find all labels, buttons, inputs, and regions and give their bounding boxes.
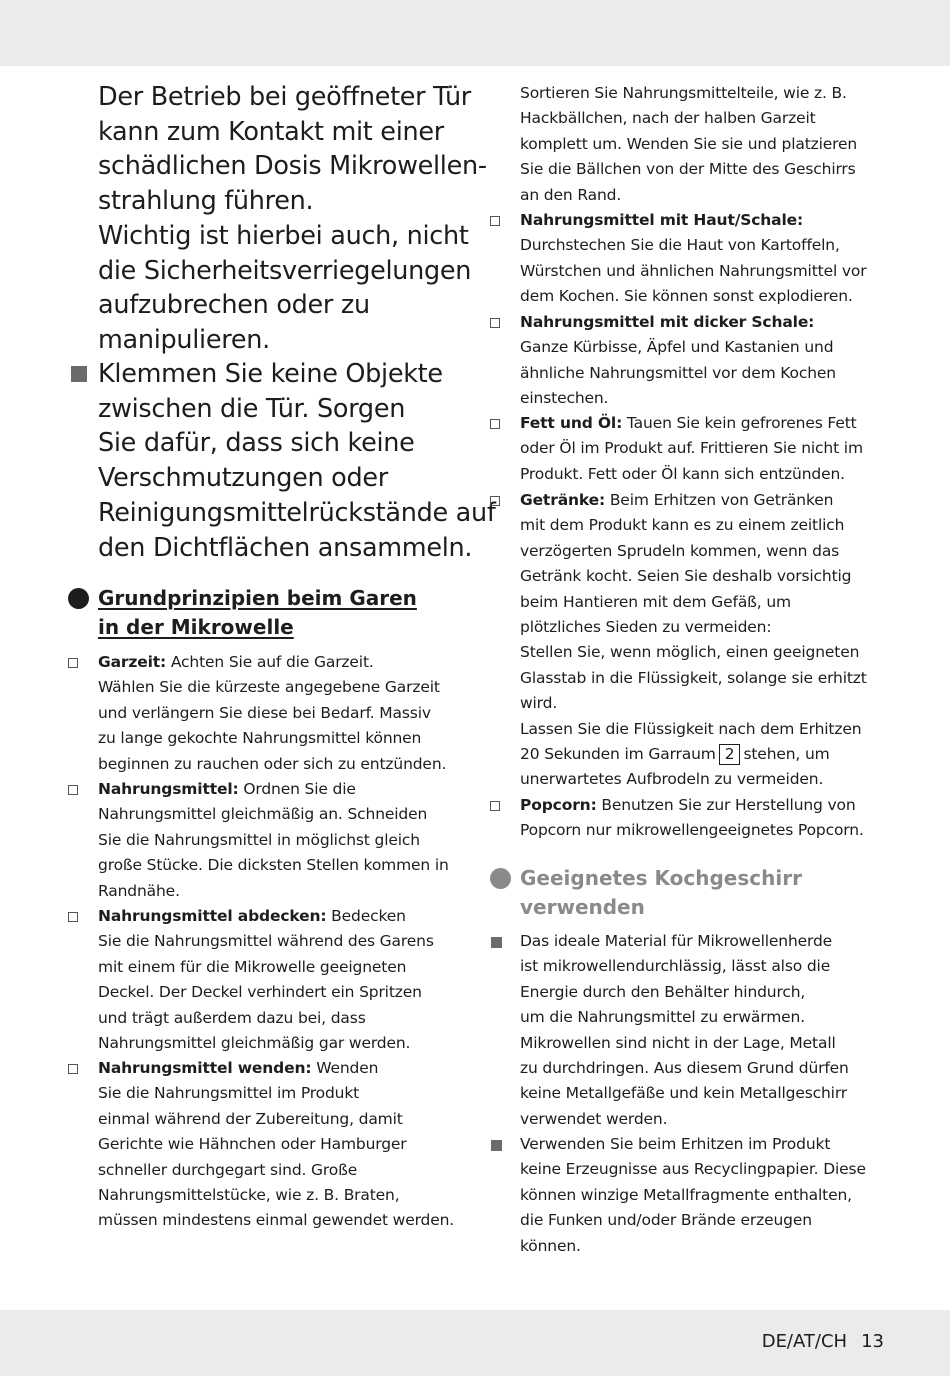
text-line: Lassen Sie die Flüssigkeit nach dem Erhitzen [520,719,862,738]
text-line: kann zum Kontakt mit einer [98,116,444,147]
item-title: Popcorn: [520,796,597,814]
section-heading [520,864,802,922]
text-line: und trägt außerdem dazu bei, dass [98,1008,366,1027]
square-bullet-icon [71,366,87,382]
text-line: Tauen Sie kein gefrorenes Fett [622,414,857,432]
text-line: Sie die Bällchen von der Mitte des Geschirrs [520,160,856,179]
text-line: zu durchdringen. Aus diesem Grund dürfen [520,1059,849,1078]
item-title: Nahrungsmittel mit dicker Schale: [520,313,815,331]
text-line: komplett um. Wenden Sie sie und platzieren [520,134,858,153]
list-item [520,208,892,310]
checkbox-icon [490,801,500,811]
list-item [98,650,470,777]
text-line: oder Öl im Produkt auf. Frittieren Sie nicht im [520,439,863,458]
text-line: müssen mindestens einmal gewendet werden. [98,1211,455,1230]
text-line: Reinigungsmittelrückstände auf [98,497,496,528]
text-line: mit einem für die Mikrowelle geeigneten [98,957,407,976]
text-line: ähnliche Nahrungsmittel vor dem Kochen [520,363,836,382]
text-line: dem Kochen. Sie können sonst explodieren. [520,287,853,306]
text-line: Wählen Sie die kürzeste angegebene Garzeit [98,678,440,697]
list-item [520,929,892,1132]
heading-line: in der Mikrowelle [98,615,294,639]
item-title: Garzeit: [98,653,167,671]
checkbox-icon [490,216,500,226]
text-line: zu lange gekochte Nahrungsmittel können [98,729,422,748]
text-line: die Sicherheitsverriegelungen [98,255,472,286]
text-line: die Funken und/oder Brände erzeugen [520,1211,812,1230]
text-line: Sortieren Sie Nahrungsmittelteile, wie z. B. [520,84,847,102]
list-item [98,777,470,904]
text-line: Das ideale Material für Mikrowellenherde [520,932,833,950]
door-warning-text [98,357,496,565]
text-line: Sie die Nahrungsmittel in möglichst gleich [98,830,420,849]
text-line: verzögerten Sprudeln kommen, wenn das [520,541,840,560]
text-line: können. [520,1236,581,1255]
checkbox-icon [490,496,500,506]
checkbox-icon [490,419,500,429]
text-line: Randnähe. [98,881,180,900]
page-number: 13 [861,1331,884,1352]
text-line: Verwenden Sie beim Erhitzen im Produkt [520,1135,831,1153]
text-line: mit dem Produkt kann es zu einem zeitlich [520,516,845,535]
text-line: Getränk kocht. Seien Sie deshalb vorsichtig [520,567,852,586]
text-line: plötzliches Sieden zu vermeiden: [520,618,772,637]
text-line: Klemmen Sie keine Objekte [98,359,443,389]
text-line: schädlichen Dosis Mikrowellen- [98,151,487,182]
checkbox-icon [68,912,78,922]
text-line: Ganze Kürbisse, Äpfel und Kastanien und [520,338,834,357]
text-line: Achten Sie auf die Garzeit. [166,653,374,671]
text-line: Verschmutzungen oder [98,463,388,494]
text-line: Wichtig ist hierbei auch, nicht [98,220,469,251]
callout-number: 2 [719,744,741,765]
continued-text [520,81,892,208]
region-label: DE/AT/CH [761,1331,848,1352]
list-item [520,411,892,487]
text-line: Beim Erhitzen von Getränken [605,491,834,509]
text-line: einstechen. [520,389,609,408]
text-line: keine Metallgefäße und kein Metallgeschirr [520,1084,848,1103]
text-line: Deckel. Der Deckel verhindert ein Spritzen [98,983,422,1002]
text-line: Ordnen Sie die [238,780,356,798]
section-heading [98,584,417,642]
checkbox-icon [68,1064,78,1074]
text-line: Hackbällchen, nach der halben Garzeit [520,109,816,128]
text-line: um die Nahrungsmittel zu erwärmen. [520,1008,805,1027]
text-line: Der Betrieb bei geöffneter Tür [98,82,471,112]
text-line [520,742,892,767]
text-line: können winzige Metallfragmente enthalten, [520,1185,852,1204]
text-line: Sie dafür, dass sich keine [98,428,415,459]
text-line: verwendet werden. [520,1109,668,1128]
text-line: Nahrungsmittelstücke, wie z. B. Braten, [98,1186,400,1205]
text-line: Glasstab in die Flüssigkeit, solange sie erhitzt [520,668,867,687]
text-line: Nahrungsmittel gleichmäßig gar werden. [98,1034,411,1053]
text-line: keine Erzeugnisse aus Recyclingpapier. Diese [520,1160,866,1179]
section-circle-icon [490,868,511,889]
heading-line: Grundprinzipien beim Garen [98,586,417,610]
text-line: wird. [520,694,558,713]
item-title: Getränke: [520,491,606,509]
list-item [98,904,470,1056]
text-line: aufzubrechen oder zu [98,290,370,321]
text-line: Popcorn nur mikrowellengeeignetes Popcorn. [520,821,864,840]
text-span: stehen, um [743,745,830,764]
text-line: unerwartetes Aufbrodeln zu vermeiden. [520,770,824,789]
item-title: Nahrungsmittel: [98,780,239,798]
text-line: Benutzen Sie zur Herstellung von [596,796,856,814]
text-line: einmal während der Zubereitung, damit [98,1109,403,1128]
header-bar [0,0,950,66]
text-line: Gerichte wie Hähnchen oder Hamburger [98,1135,407,1154]
text-line: Würstchen und ähnlichen Nahrungsmittel vor [520,261,867,280]
text-line: beim Hantieren mit dem Gefäß, um [520,592,791,611]
checkbox-icon [68,785,78,795]
square-bullet-icon [491,937,502,948]
page-footer [762,1331,884,1352]
list-item [520,310,892,412]
text-line: schneller durchgegart sind. Große [98,1160,358,1179]
text-line: Sie die Nahrungsmittel während des Garens [98,932,434,951]
list-item [520,793,892,844]
text-line: Produkt. Fett oder Öl kann sich entzünden. [520,464,845,483]
square-bullet-icon [491,1140,502,1151]
text-line: Stellen Sie, wenn möglich, einen geeigneten [520,643,860,662]
text-line: ist mikrowellendurchlässig, lässt also die [520,957,831,976]
list-item [520,488,892,793]
item-title: Nahrungsmittel wenden: [98,1059,312,1077]
text-line: Mikrowellen sind nicht in der Lage, Metall [520,1033,836,1052]
text-line: Sie die Nahrungsmittel im Produkt [98,1084,360,1103]
text-span: 20 Sekunden im Garraum [520,745,716,764]
text-line: strahlung führen. [98,186,314,217]
list-item [98,1056,470,1234]
heading-line: verwenden [520,895,645,919]
item-title: Nahrungsmittel mit Haut/Schale: [520,211,804,229]
text-line: zwischen die Tür. Sorgen [98,393,406,424]
checkbox-icon [68,658,78,668]
text-line: manipulieren. [98,324,270,355]
text-line: Durchstechen Sie die Haut von Kartoffeln, [520,236,840,255]
list-item [520,1132,892,1259]
text-line: Nahrungsmittel gleichmäßig an. Schneiden [98,805,428,824]
heading-line: Geeignetes Kochgeschirr [520,866,802,890]
text-line: beginnen zu rauchen oder sich zu entzünden. [98,754,447,773]
text-line: an den Rand. [520,185,622,204]
section-circle-icon [68,588,89,609]
item-title: Nahrungsmittel abdecken: [98,907,327,925]
checkbox-icon [490,318,500,328]
text-line: große Stücke. Die dicksten Stellen kommen in [98,856,449,875]
text-line: Energie durch den Behälter hindurch, [520,982,806,1001]
item-title: Fett und Öl: [520,414,623,432]
text-line: den Dichtflächen ansammeln. [98,532,473,563]
text-line: und verlängern Sie diese bei Bedarf. Massiv [98,703,431,722]
warning-text [98,80,487,358]
text-line: Wenden [311,1059,379,1077]
text-line: Bedecken [326,907,406,925]
